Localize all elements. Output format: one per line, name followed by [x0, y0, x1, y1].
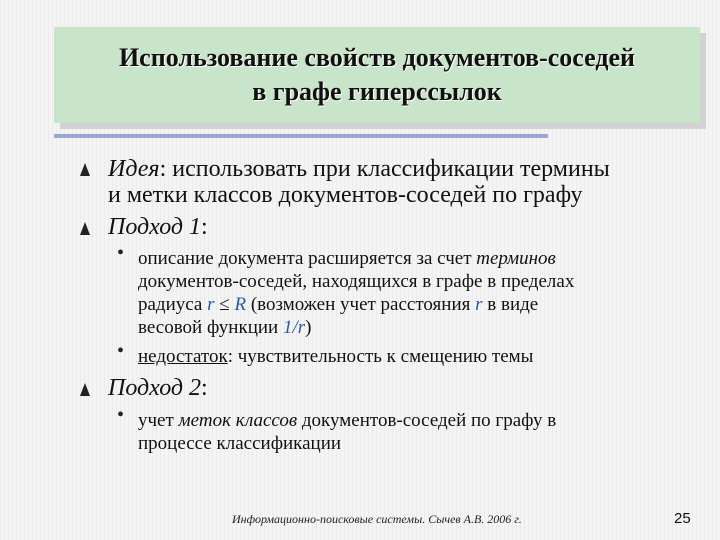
sub-expansion-line-2: документов-соседей, находящихся в графе в пределах	[138, 271, 575, 292]
approach-1-colon: :	[201, 214, 208, 240]
variable-R: R	[234, 294, 247, 315]
sub-expansion-text: (возможен учет расстояния	[246, 294, 476, 315]
sub-expansion-text: описание документа расширяется за счет	[138, 248, 477, 269]
slide-title-box	[54, 27, 700, 123]
bullet-approach-2-heading	[108, 375, 208, 401]
bullet-approach-1-heading	[108, 214, 208, 240]
dot-bullet-icon: •	[117, 404, 125, 426]
triangle-bullet-icon	[80, 222, 90, 235]
sub-expansion-text: в виде	[482, 294, 539, 315]
bullet-idea-line-2: и метки классов документов-соседей по графу	[108, 182, 583, 208]
sub-class-labels-line-1	[138, 410, 556, 431]
title-underline-rule	[54, 134, 548, 138]
class-labels-italic: меток классов	[178, 410, 298, 431]
sub-expansion-text: радиуса	[138, 294, 208, 315]
drawback-label: недостаток	[138, 346, 228, 367]
sub-expansion-line-3	[138, 294, 538, 315]
bullet-idea-text: : использовать при классификации термины	[159, 156, 610, 182]
sub-expansion-line-4	[138, 317, 311, 338]
dot-bullet-icon: •	[117, 242, 125, 264]
variable-r: r	[207, 294, 215, 315]
triangle-bullet-icon	[80, 163, 90, 176]
drawback-text: : чувствительность к смещению темы	[227, 346, 534, 367]
bullet-idea-line-1	[108, 156, 610, 182]
footer-note: Информационно-поисковые системы. Сычев А.В. 2006 г.	[232, 512, 522, 526]
sub-expansion-text: весовой функции	[138, 317, 283, 338]
sub-expansion-italic: терминов	[476, 248, 556, 269]
class-labels-text: документов-соседей по графу в	[297, 410, 557, 431]
bullet-idea-lead: Идея	[108, 156, 160, 182]
page-number: 25	[674, 510, 691, 527]
dot-bullet-icon: •	[117, 340, 125, 362]
slide-title-line-1: Использование свойств документов-соседей	[118, 43, 636, 72]
approach-1-lead: Подход 1	[108, 214, 202, 240]
sub-expansion-text: )	[305, 317, 312, 338]
weight-function: 1/r	[282, 317, 306, 338]
sub-class-labels-line-2: процессе классификации	[138, 433, 342, 454]
sub-drawback-line	[138, 346, 533, 367]
le-symbol: ≤	[214, 294, 235, 315]
approach-2-colon: :	[201, 375, 208, 401]
class-labels-text: учет	[138, 410, 179, 431]
variable-r: r	[475, 294, 483, 315]
slide-title-line-2: в графе гиперссылок	[252, 77, 502, 106]
triangle-bullet-icon	[80, 383, 90, 396]
approach-2-lead: Подход 2	[108, 375, 202, 401]
sub-expansion-line-1	[138, 248, 556, 269]
